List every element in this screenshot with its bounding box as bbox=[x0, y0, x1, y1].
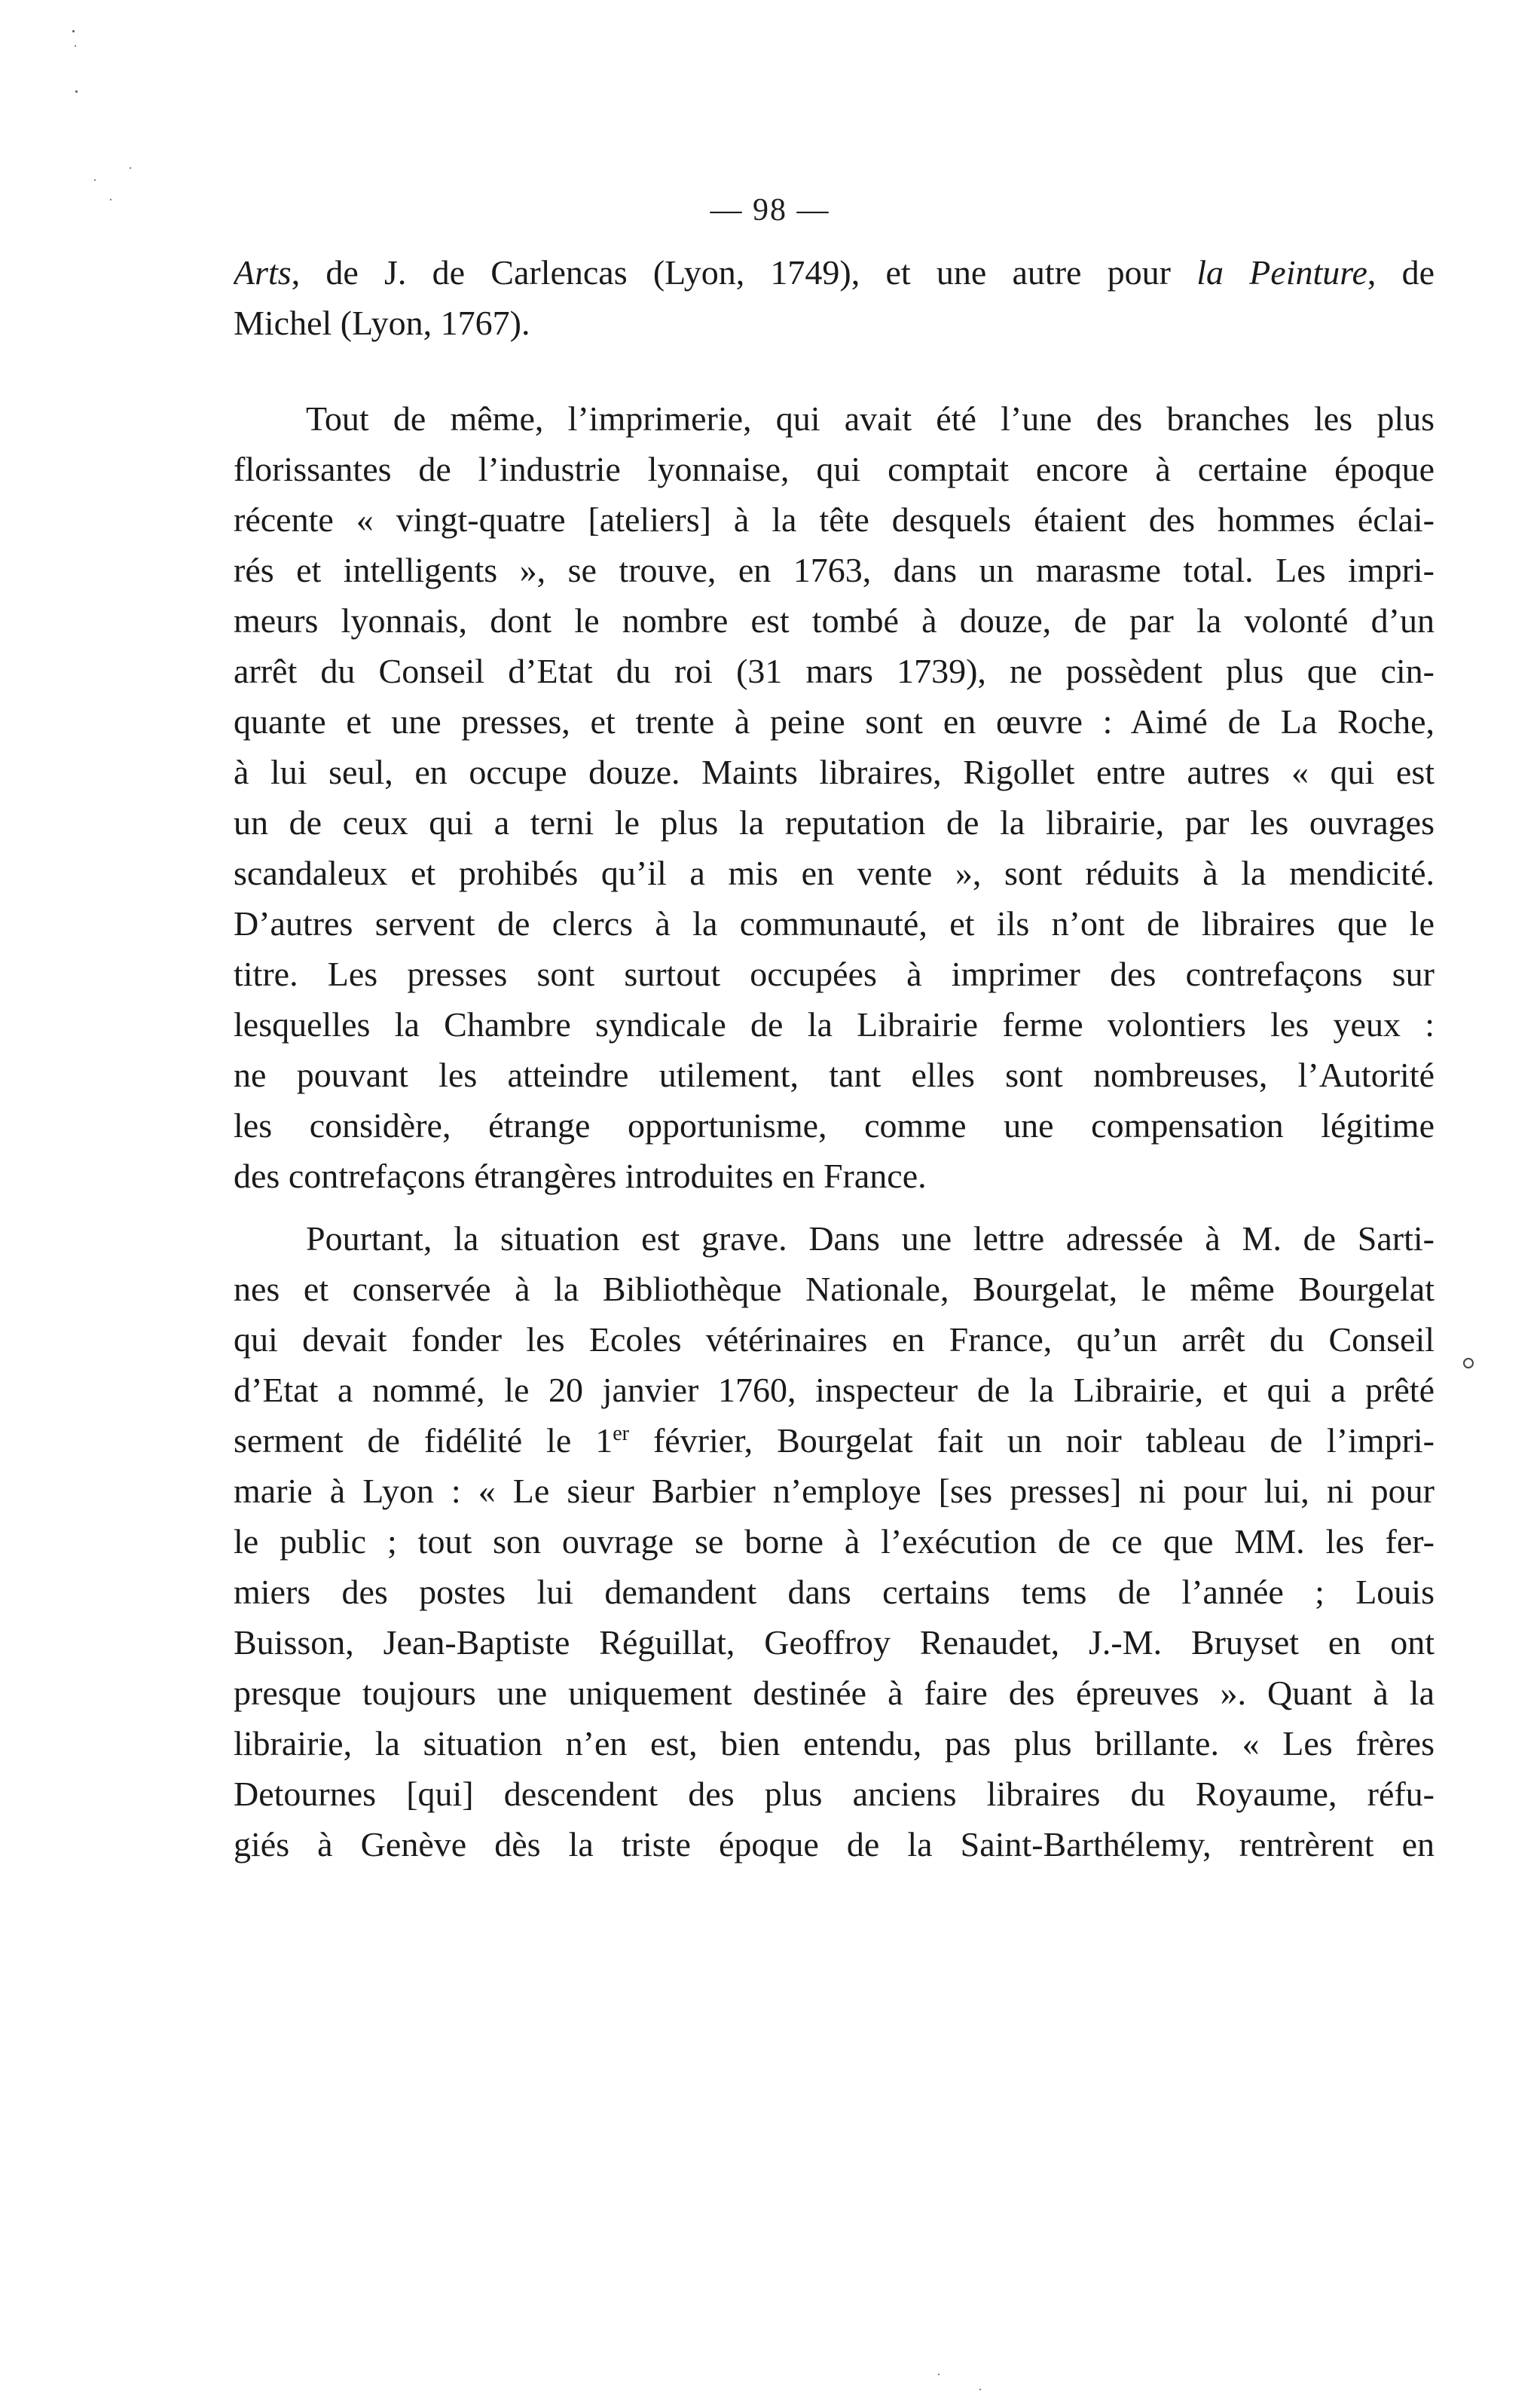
text-segment: rés et intelligents », se trouve, en 1763, dans un marasme total. Les impri- bbox=[234, 551, 1435, 589]
text-line bbox=[234, 595, 1435, 646]
scan-speck bbox=[75, 90, 78, 93]
text-line bbox=[234, 1718, 1435, 1769]
text-line bbox=[234, 646, 1435, 696]
text-segment: scandaleux et prohibés qu’il a mis en vente », sont réduits à la mendicité. bbox=[234, 854, 1435, 892]
scan-speck bbox=[75, 45, 76, 47]
text-segment: les considère, étrange opportunisme, comme une compensation légitime bbox=[234, 1106, 1435, 1145]
text-segment: , de bbox=[1367, 253, 1435, 292]
text-line bbox=[234, 494, 1435, 545]
scan-speck bbox=[938, 2374, 940, 2375]
text-segment: des contrefaçons étrangères introduites en France. bbox=[234, 1157, 927, 1195]
text-line bbox=[234, 1567, 1435, 1617]
text-line bbox=[234, 247, 1435, 298]
text-line bbox=[234, 393, 1435, 444]
text-line bbox=[234, 747, 1435, 797]
text-segment: D’autres servent de clercs à la communauté, et ils n’ont de libraires que le bbox=[234, 904, 1435, 943]
paragraph-break bbox=[234, 1201, 1435, 1213]
text-segment: Pourtant, la situation est grave. Dans une lettre adressée à M. de Sarti- bbox=[306, 1219, 1435, 1258]
scan-speck bbox=[130, 167, 131, 169]
text-line bbox=[234, 1769, 1435, 1819]
text-segment: arrêt du Conseil d’Etat du roi (31 mars 1739), ne possèdent plus que cin- bbox=[234, 652, 1435, 690]
text-segment: Tout de même, l’imprimerie, qui avait été l’une des branches les plus bbox=[306, 399, 1435, 438]
text-segment: lesquelles la Chambre syndicale de la Librairie ferme volontiers les yeux : bbox=[234, 1005, 1435, 1044]
page-number: — 98 — bbox=[710, 193, 830, 228]
superscript: er bbox=[613, 1422, 630, 1445]
text-segment: quante et une presses, et trente à peine sont en œuvre : Aimé de La Roche, bbox=[234, 702, 1435, 741]
scan-speck bbox=[110, 199, 112, 200]
text-line bbox=[234, 797, 1435, 848]
text-segment: ne pouvant les atteindre utilement, tant elles sont nombreuses, l’Autorité bbox=[234, 1056, 1435, 1094]
text-line bbox=[234, 949, 1435, 999]
text-segment: meurs lyonnais, dont le nombre est tombé à douze, de par la volonté d’un bbox=[234, 601, 1435, 640]
text-segment: Buisson, Jean-Baptiste Réguillat, Geoffroy Renaudet, J.-M. Bruyset en ont bbox=[234, 1623, 1435, 1662]
text-line bbox=[234, 1213, 1435, 1264]
text-segment: Michel (Lyon, 1767). bbox=[234, 304, 530, 342]
text-segment: février, Bourgelat fait un noir tableau de l’impri- bbox=[629, 1421, 1435, 1460]
text-segment: florissantes de l’industrie lyonnaise, qui comptait encore à certaine époque bbox=[234, 450, 1435, 488]
text-line bbox=[234, 696, 1435, 747]
text-line bbox=[234, 1151, 1435, 1201]
text-line bbox=[234, 1365, 1435, 1415]
text-segment: marie à Lyon : « Le sieur Barbier n’employe [ses presses] ni pour lui, ni pour bbox=[234, 1472, 1435, 1510]
text-segment: d’Etat a nommé, le 20 janvier 1760, inspecteur de la Librairie, et qui a prêté bbox=[234, 1371, 1435, 1409]
text-line bbox=[234, 1415, 1435, 1466]
scan-speck bbox=[979, 2389, 981, 2390]
text-line bbox=[234, 1100, 1435, 1151]
text-line bbox=[234, 898, 1435, 949]
scan-speck bbox=[94, 179, 96, 181]
text-line bbox=[234, 1314, 1435, 1365]
text-segment: serment de fidélité le 1 bbox=[234, 1421, 613, 1460]
margin-mark bbox=[1463, 1358, 1474, 1368]
text-line bbox=[234, 1617, 1435, 1668]
text-segment: le public ; tout son ouvrage se borne à l’exécution de ce que MM. les fer- bbox=[234, 1522, 1435, 1561]
italic-title: la Peinture bbox=[1196, 253, 1367, 292]
text-segment: , de J. de Carlencas (Lyon, 1749), et une autre pour bbox=[291, 253, 1197, 292]
text-line bbox=[234, 1264, 1435, 1314]
text-line bbox=[234, 1668, 1435, 1718]
text-line bbox=[234, 1819, 1435, 1870]
text-segment: nes et conservée à la Bibliothèque Nationale, Bourgelat, le même Bourgelat bbox=[234, 1270, 1435, 1308]
text-line bbox=[234, 298, 1435, 348]
text-segment: récente « vingt-quatre [ateliers] à la tête desquels étaient des hommes éclai- bbox=[234, 500, 1435, 539]
text-segment: à lui seul, en occupe douze. Maints libraires, Rigollet entre autres « qui est bbox=[234, 753, 1435, 791]
italic-title: Arts bbox=[234, 253, 292, 292]
text-line bbox=[234, 1050, 1435, 1100]
text-line bbox=[234, 999, 1435, 1050]
paragraph-break bbox=[234, 348, 1435, 393]
text-line bbox=[234, 444, 1435, 494]
text-segment: giés à Genève dès la triste époque de la Saint-Barthélemy, rentrèrent en bbox=[234, 1825, 1435, 1864]
text-segment: miers des postes lui demandent dans certains tems de l’année ; Louis bbox=[234, 1573, 1435, 1611]
text-segment: librairie, la situation n’en est, bien entendu, pas plus brillante. « Les frères bbox=[234, 1724, 1435, 1763]
text-line bbox=[234, 545, 1435, 595]
text-line bbox=[234, 848, 1435, 898]
text-segment: qui devait fonder les Ecoles vétérinaires en France, qu’un arrêt du Conseil bbox=[234, 1320, 1435, 1359]
text-segment: Detournes [qui] descendent des plus anciens libraires du Royaume, réfu- bbox=[234, 1775, 1435, 1813]
text-segment: un de ceux qui a terni le plus la reputation de la librairie, par les ouvrages bbox=[234, 803, 1435, 842]
text-line bbox=[234, 1516, 1435, 1567]
body-text bbox=[234, 247, 1435, 1870]
text-segment: presque toujours une uniquement destinée à faire des épreuves ». Quant à la bbox=[234, 1674, 1435, 1712]
text-line bbox=[234, 1466, 1435, 1516]
text-segment: titre. Les presses sont surtout occupées à imprimer des contrefaçons sur bbox=[234, 955, 1435, 993]
scan-speck bbox=[72, 30, 75, 32]
